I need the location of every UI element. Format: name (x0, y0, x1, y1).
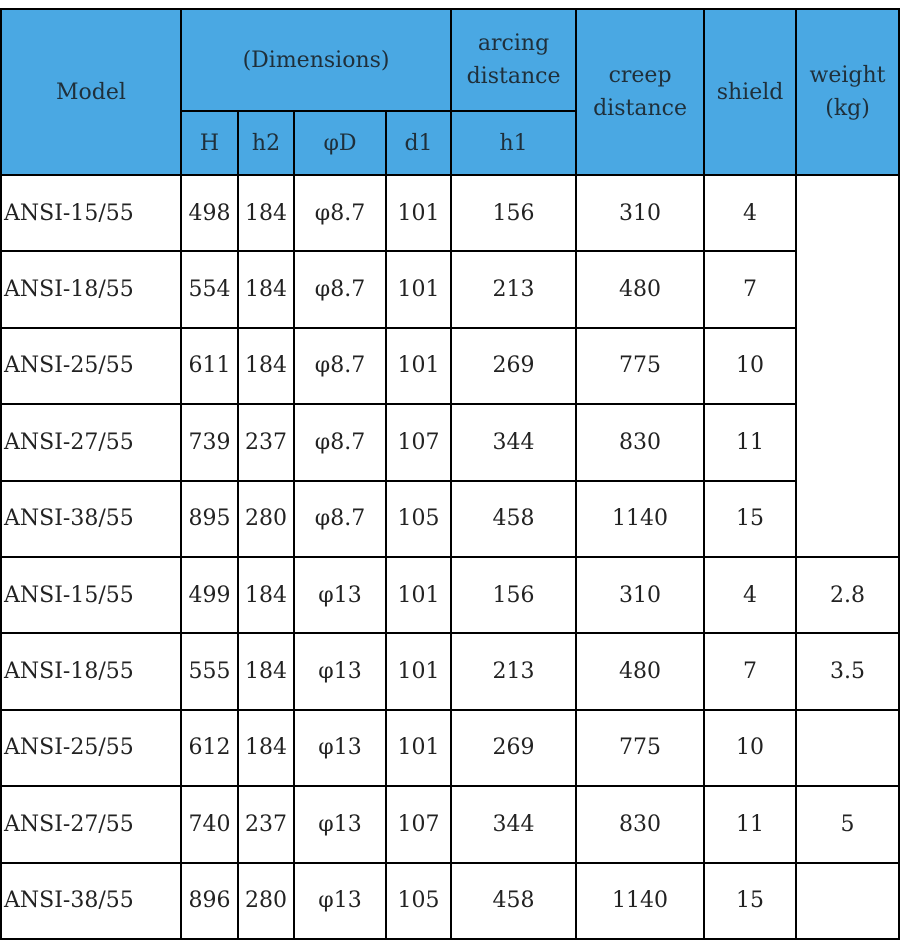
spec-table (0, 8, 900, 940)
cell-model: ANSI-25/55 (1, 328, 181, 404)
cell-phiD: φ8.7 (294, 175, 386, 251)
table-header (1, 9, 899, 175)
cell-d1: 105 (386, 481, 451, 557)
cell-model: ANSI-27/55 (1, 404, 181, 480)
table-row (1, 710, 899, 786)
cell-H: 740 (181, 786, 238, 862)
cell-creep: 775 (576, 710, 704, 786)
cell-phiD: φ8.7 (294, 404, 386, 480)
cell-h2: 184 (238, 710, 294, 786)
table-row (1, 328, 899, 404)
cell-h1: 458 (451, 481, 576, 557)
table-row (1, 404, 899, 480)
cell-creep: 480 (576, 251, 704, 327)
cell-h1: 269 (451, 710, 576, 786)
cell-shield: 4 (704, 175, 796, 251)
cell-h1: 213 (451, 251, 576, 327)
cell-d1: 105 (386, 863, 451, 939)
cell-model: ANSI-15/55 (1, 175, 181, 251)
cell-creep: 1140 (576, 863, 704, 939)
cell-creep: 775 (576, 328, 704, 404)
cell-H: 895 (181, 481, 238, 557)
table-row (1, 251, 899, 327)
header-weight: weight (kg) (796, 9, 899, 175)
cell-creep: 830 (576, 786, 704, 862)
table-body (1, 175, 899, 939)
header-row-top (1, 9, 899, 111)
cell-model: ANSI-38/55 (1, 863, 181, 939)
cell-d1: 107 (386, 404, 451, 480)
cell-h1: 156 (451, 175, 576, 251)
cell-h1: 156 (451, 557, 576, 633)
cell-shield: 4 (704, 557, 796, 633)
header-phiD: φD (294, 111, 386, 175)
cell-H: 896 (181, 863, 238, 939)
cell-creep: 1140 (576, 481, 704, 557)
cell-weight: 2.8 (796, 557, 899, 633)
cell-phiD: φ13 (294, 786, 386, 862)
cell-weight-empty (796, 710, 899, 786)
cell-weight-empty (796, 175, 899, 557)
cell-phiD: φ13 (294, 557, 386, 633)
cell-shield: 11 (704, 786, 796, 862)
cell-weight: 3.5 (796, 633, 899, 709)
cell-shield: 15 (704, 863, 796, 939)
cell-d1: 101 (386, 251, 451, 327)
cell-h2: 184 (238, 251, 294, 327)
cell-d1: 107 (386, 786, 451, 862)
cell-H: 554 (181, 251, 238, 327)
cell-h2: 184 (238, 175, 294, 251)
cell-h2: 184 (238, 328, 294, 404)
table-row (1, 633, 899, 709)
cell-model: ANSI-27/55 (1, 786, 181, 862)
cell-phiD: φ8.7 (294, 251, 386, 327)
table-row (1, 175, 899, 251)
header-dimensions: (Dimensions) (181, 9, 451, 111)
cell-weight-empty (796, 863, 899, 939)
cell-d1: 101 (386, 328, 451, 404)
table-row (1, 863, 899, 939)
cell-H: 612 (181, 710, 238, 786)
cell-h1: 213 (451, 633, 576, 709)
cell-phiD: φ13 (294, 863, 386, 939)
cell-phiD: φ8.7 (294, 481, 386, 557)
cell-h1: 269 (451, 328, 576, 404)
header-h2: h2 (238, 111, 294, 175)
cell-h1: 458 (451, 863, 576, 939)
cell-shield: 10 (704, 328, 796, 404)
cell-H: 498 (181, 175, 238, 251)
cell-h1: 344 (451, 404, 576, 480)
table-row (1, 481, 899, 557)
header-shield: shield (704, 9, 796, 175)
cell-d1: 101 (386, 175, 451, 251)
cell-model: ANSI-38/55 (1, 481, 181, 557)
cell-h2: 280 (238, 863, 294, 939)
table-row (1, 786, 899, 862)
header-h1: h1 (451, 111, 576, 175)
cell-model: ANSI-18/55 (1, 633, 181, 709)
cell-H: 555 (181, 633, 238, 709)
cell-h2: 237 (238, 404, 294, 480)
cell-d1: 101 (386, 557, 451, 633)
cell-creep: 310 (576, 175, 704, 251)
header-H: H (181, 111, 238, 175)
cell-h2: 184 (238, 557, 294, 633)
cell-creep: 480 (576, 633, 704, 709)
cell-model: ANSI-15/55 (1, 557, 181, 633)
cell-shield: 7 (704, 633, 796, 709)
cell-weight: 5 (796, 786, 899, 862)
header-arcing-distance: arcing distance (451, 9, 576, 111)
cell-shield: 11 (704, 404, 796, 480)
cell-H: 499 (181, 557, 238, 633)
header-d1: d1 (386, 111, 451, 175)
cell-creep: 310 (576, 557, 704, 633)
cell-phiD: φ13 (294, 710, 386, 786)
cell-shield: 10 (704, 710, 796, 786)
header-creep-distance: creep distance (576, 9, 704, 175)
header-model: Model (1, 9, 181, 175)
cell-model: ANSI-25/55 (1, 710, 181, 786)
cell-shield: 7 (704, 251, 796, 327)
cell-H: 611 (181, 328, 238, 404)
cell-h1: 344 (451, 786, 576, 862)
cell-h2: 280 (238, 481, 294, 557)
cell-phiD: φ8.7 (294, 328, 386, 404)
cell-shield: 15 (704, 481, 796, 557)
cell-h2: 237 (238, 786, 294, 862)
cell-creep: 830 (576, 404, 704, 480)
cell-d1: 101 (386, 710, 451, 786)
cell-phiD: φ13 (294, 633, 386, 709)
table-row (1, 557, 899, 633)
cell-h2: 184 (238, 633, 294, 709)
cell-model: ANSI-18/55 (1, 251, 181, 327)
cell-d1: 101 (386, 633, 451, 709)
cell-H: 739 (181, 404, 238, 480)
